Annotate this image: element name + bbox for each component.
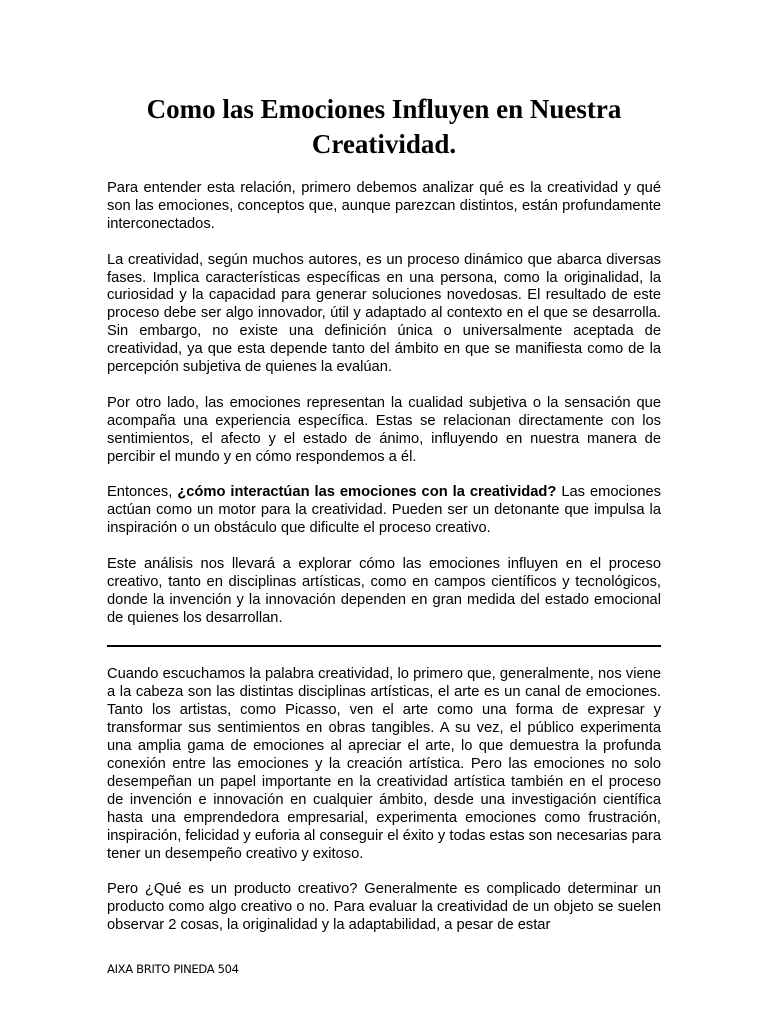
document-title: Como las Emociones Influyen en Nuestra Creatividad. <box>146 94 622 159</box>
paragraph-creative-product: Pero ¿Qué es un producto creativo? Generalmente es complicado determinar un producto como algo creativo o no. Para evaluar la creatividad de un objeto se suelen observar 2 cosas, la originalidad y la adaptabilidad, a pesar de estar <box>107 881 661 934</box>
question-lead-text: Entonces, <box>107 484 178 501</box>
page-footer: AIXA BRITO PINEDA 504 <box>107 962 239 976</box>
paragraph-emotions-definition: Por otro lado, las emociones representan la cualidad subjetiva o la sensación que acompaña una experiencia específica. Estas se relacionan directamente con los sentimientos, el afecto y el estado de ánimo, influyendo en nuestra manera de percibir el mundo y en cómo respondemos a él. <box>107 394 661 465</box>
paragraph-analysis-scope: Este análisis nos llevará a explorar cómo las emociones influyen en el proceso creativo, tanto en disciplinas artísticas, como en campos científicos y tecnológicos, donde la invención y la innovación dependen en gran medida del estado emocional de quienes los desarrollan. <box>107 555 661 626</box>
paragraph-interaction-question <box>107 484 661 538</box>
document-body <box>107 180 661 953</box>
question-rest-text: Las emociones actúan como un motor para la creatividad. Pueden ser un detonante que impulsa la inspiración o un obstáculo que dificulte el proceso creativo. <box>107 484 661 537</box>
paragraph-art-emotions: Cuando escuchamos la palabra creatividad, lo primero que, generalmente, nos viene a la cabeza son las distintas disciplinas artísticas, el arte es un canal de emociones. Tanto los artistas, como Picasso, ven el arte como una forma de expresar y transformar sus sentimientos en obras tangibles. A su vez, el público experimenta una amplia gama de emociones al apreciar el arte, lo que demuestra la profunda conexión entre las emociones y la creación artística. Pero las emociones no solo desempeñan un papel importante en la creatividad artística también en el proceso de invención e innovación en cualquier ámbito, desde una investigación científica hasta una emprendedora empresarial, experimenta emociones como frustración, inspiración, felicidad y euforia al conseguir el éxito y todas estas son necesarias para tener un desempeño creativo y exitoso. <box>107 666 661 862</box>
question-bold-text: ¿cómo interactúan las emociones con la creatividad? <box>177 484 557 501</box>
paragraph-creativity-definition: La creatividad, según muchos autores, es un proceso dinámico que abarca diversas fases. Implica características específicas en una persona, como la originalidad, la curiosidad y la capacidad para generar soluciones novedosas. El resultado de este proceso debe ser algo innovador, útil y adaptado al contexto en el que se desarrolla. Sin embargo, no existe una definición única o universalmente aceptada de creatividad, ya que esta depende tanto del ámbito en que se manifiesta como de la percepción subjetiva de quienes la evalúan. <box>107 251 661 376</box>
paragraph-intro: Para entender esta relación, primero debemos analizar qué es la creatividad y qué son las emociones, conceptos que, aunque parezcan distintos, están profundamente interconectados. <box>107 180 661 232</box>
section-divider <box>107 645 661 647</box>
